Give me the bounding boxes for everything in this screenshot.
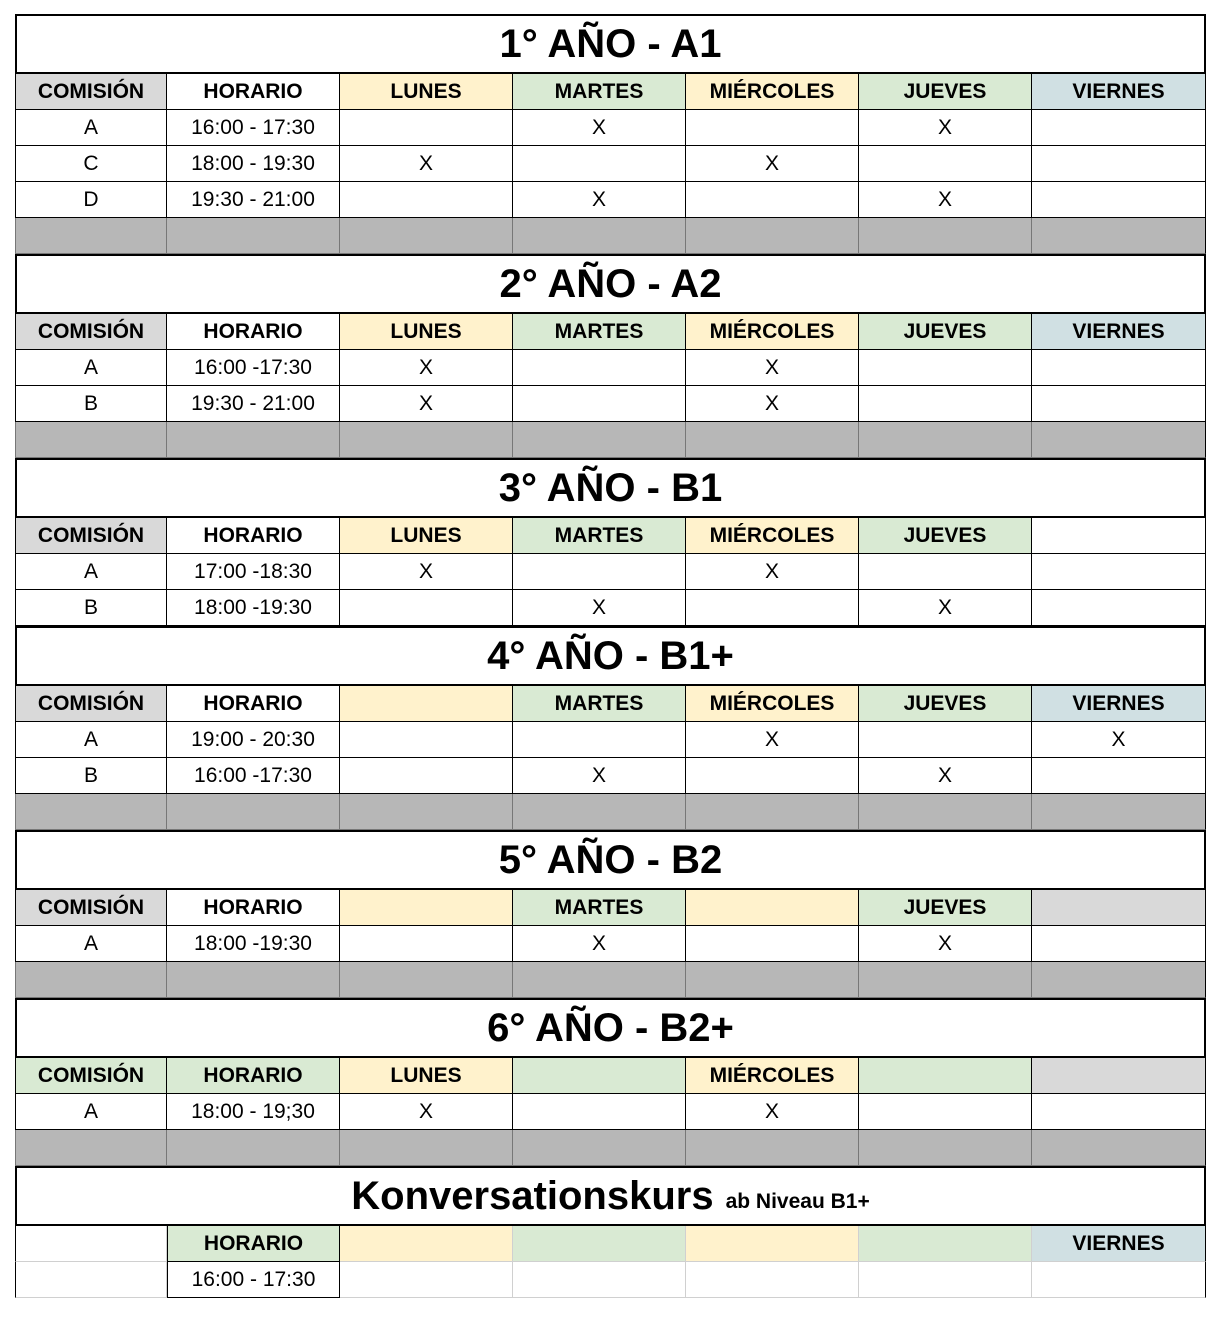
- header-lunes: LUNES: [340, 518, 513, 554]
- header-horario: HORARIO: [167, 686, 340, 722]
- cell-horario: 19:00 - 20:30: [167, 722, 340, 758]
- cell-martes: X: [513, 758, 686, 794]
- cell-jueves: [859, 722, 1032, 758]
- cell-comision: B: [15, 758, 167, 794]
- cell-viernes: [1032, 554, 1206, 590]
- cell-comision: A: [15, 554, 167, 590]
- cell-lunes: [340, 758, 513, 794]
- spacer-cell: [340, 794, 513, 830]
- header-viernes: [1032, 518, 1206, 554]
- header-miercoles: [686, 1226, 859, 1262]
- cell-horario: 18:00 -19:30: [167, 590, 340, 626]
- cell-miercoles: [686, 110, 859, 146]
- spacer-cell: [340, 962, 513, 998]
- table-row: [15, 590, 1206, 626]
- spacer-row: [15, 962, 1206, 998]
- schedule-section: [15, 830, 1206, 998]
- spacer-cell: [859, 218, 1032, 254]
- header-viernes: [1032, 1058, 1206, 1094]
- spacer-cell: [513, 422, 686, 458]
- section-title-text: 1° AÑO - A1: [499, 21, 722, 66]
- header-jueves: JUEVES: [859, 74, 1032, 110]
- header-jueves: JUEVES: [859, 314, 1032, 350]
- cell-jueves: [859, 386, 1032, 422]
- header-lunes: LUNES: [340, 74, 513, 110]
- spacer-row: [15, 218, 1206, 254]
- header-jueves: [859, 1058, 1032, 1094]
- header-martes: MARTES: [513, 74, 686, 110]
- cell-lunes: X: [340, 386, 513, 422]
- cell-viernes: [1032, 758, 1206, 794]
- table-row: [15, 722, 1206, 758]
- table-row: [15, 758, 1206, 794]
- header-horario: HORARIO: [167, 1058, 340, 1094]
- spacer-cell: [859, 422, 1032, 458]
- cell-lunes: X: [340, 554, 513, 590]
- cell-lunes: [340, 722, 513, 758]
- cell-jueves: X: [859, 590, 1032, 626]
- header-comision: COMISIÓN: [15, 686, 167, 722]
- header-horario: HORARIO: [167, 314, 340, 350]
- header-viernes: VIERNES: [1032, 686, 1206, 722]
- header-comision: COMISIÓN: [15, 1058, 167, 1094]
- cell-lunes: [340, 182, 513, 218]
- cell-martes: [513, 350, 686, 386]
- spacer-cell: [15, 794, 167, 830]
- spacer-cell: [859, 794, 1032, 830]
- cell-jueves: [859, 1262, 1032, 1298]
- section-title: [15, 254, 1206, 314]
- header-comision: COMISIÓN: [15, 314, 167, 350]
- section-title-text: Konversationskurs: [351, 1173, 714, 1218]
- header-miercoles: MIÉRCOLES: [686, 314, 859, 350]
- cell-comision: A: [15, 722, 167, 758]
- table-row: [15, 110, 1206, 146]
- spacer-cell: [686, 962, 859, 998]
- cell-horario: 16:00 - 17:30: [167, 110, 340, 146]
- cell-lunes: [340, 1262, 513, 1298]
- spacer-cell: [340, 422, 513, 458]
- header-lunes: [340, 1226, 513, 1262]
- spacer-row: [15, 1130, 1206, 1166]
- spacer-cell: [15, 218, 167, 254]
- header-martes: MARTES: [513, 890, 686, 926]
- cell-horario: 19:30 - 21:00: [167, 386, 340, 422]
- cell-jueves: X: [859, 110, 1032, 146]
- schedule-sheet: [15, 14, 1206, 1298]
- table-row: [15, 146, 1206, 182]
- cell-viernes: [1032, 1094, 1206, 1130]
- spacer-cell: [513, 794, 686, 830]
- cell-viernes: [1032, 926, 1206, 962]
- cell-horario: 19:30 - 21:00: [167, 182, 340, 218]
- header-miercoles: MIÉRCOLES: [686, 686, 859, 722]
- schedule-section: [15, 458, 1206, 626]
- section-title: [15, 626, 1206, 686]
- cell-comision: A: [15, 926, 167, 962]
- cell-jueves: [859, 554, 1032, 590]
- section-title-text: 6° AÑO - B2+: [487, 1005, 734, 1050]
- cell-martes: [513, 1262, 686, 1298]
- spacer-cell: [513, 218, 686, 254]
- cell-horario: 16:00 -17:30: [167, 758, 340, 794]
- cell-jueves: [859, 350, 1032, 386]
- header-lunes: [340, 686, 513, 722]
- cell-viernes: [1032, 110, 1206, 146]
- header-row: [15, 890, 1206, 926]
- header-martes: MARTES: [513, 314, 686, 350]
- header-viernes: VIERNES: [1032, 1226, 1206, 1262]
- spacer-cell: [1032, 422, 1206, 458]
- cell-jueves: X: [859, 926, 1032, 962]
- spacer-cell: [1032, 962, 1206, 998]
- header-viernes: VIERNES: [1032, 74, 1206, 110]
- header-miercoles: MIÉRCOLES: [686, 518, 859, 554]
- table-row: [15, 926, 1206, 962]
- schedule-section: [15, 626, 1206, 830]
- header-lunes: LUNES: [340, 314, 513, 350]
- header-jueves: JUEVES: [859, 518, 1032, 554]
- header-row: [15, 314, 1206, 350]
- section-title-text: 5° AÑO - B2: [498, 837, 723, 882]
- header-horario: HORARIO: [167, 518, 340, 554]
- header-row: [15, 74, 1206, 110]
- cell-martes: [513, 386, 686, 422]
- table-row: [15, 554, 1206, 590]
- cell-lunes: [340, 926, 513, 962]
- cell-jueves: [859, 146, 1032, 182]
- header-viernes: VIERNES: [1032, 314, 1206, 350]
- cell-miercoles: [686, 590, 859, 626]
- section-title: [15, 458, 1206, 518]
- cell-miercoles: X: [686, 722, 859, 758]
- schedule-section: [15, 14, 1206, 254]
- cell-horario: 18:00 - 19:30: [167, 146, 340, 182]
- spacer-cell: [167, 794, 340, 830]
- cell-horario: 16:00 - 17:30: [167, 1262, 340, 1298]
- spacer-cell: [167, 218, 340, 254]
- cell-lunes: [340, 590, 513, 626]
- spacer-cell: [167, 422, 340, 458]
- header-miercoles: [686, 890, 859, 926]
- header-jueves: JUEVES: [859, 890, 1032, 926]
- cell-comision: A: [15, 350, 167, 386]
- cell-viernes: [1032, 146, 1206, 182]
- header-horario: HORARIO: [167, 890, 340, 926]
- header-jueves: JUEVES: [859, 686, 1032, 722]
- cell-lunes: X: [340, 350, 513, 386]
- header-row: [15, 1226, 1206, 1262]
- spacer-cell: [513, 1130, 686, 1166]
- cell-horario: 18:00 -19:30: [167, 926, 340, 962]
- header-miercoles: MIÉRCOLES: [686, 74, 859, 110]
- spacer-cell: [686, 794, 859, 830]
- header-horario: HORARIO: [167, 1226, 340, 1262]
- cell-comision: B: [15, 590, 167, 626]
- schedule-section: [15, 998, 1206, 1166]
- spacer-row: [15, 422, 1206, 458]
- cell-miercoles: [686, 758, 859, 794]
- spacer-cell: [859, 1130, 1032, 1166]
- cell-martes: [513, 722, 686, 758]
- cell-miercoles: X: [686, 386, 859, 422]
- cell-viernes: [1032, 386, 1206, 422]
- spacer-cell: [15, 422, 167, 458]
- spacer-cell: [686, 218, 859, 254]
- table-row: [15, 182, 1206, 218]
- spacer-row: [15, 794, 1206, 830]
- spacer-cell: [15, 962, 167, 998]
- cell-viernes: [1032, 590, 1206, 626]
- header-martes: [513, 1226, 686, 1262]
- cell-miercoles: [686, 926, 859, 962]
- cell-jueves: [859, 1094, 1032, 1130]
- cell-viernes: [1032, 350, 1206, 386]
- header-miercoles: MIÉRCOLES: [686, 1058, 859, 1094]
- spacer-cell: [1032, 1130, 1206, 1166]
- spacer-cell: [340, 1130, 513, 1166]
- table-row: [15, 386, 1206, 422]
- cell-martes: [513, 1094, 686, 1130]
- schedule-section: [15, 254, 1206, 458]
- cell-miercoles: [686, 182, 859, 218]
- cell-comision: [15, 1262, 167, 1298]
- spacer-cell: [1032, 794, 1206, 830]
- section-title: [15, 14, 1206, 74]
- cell-miercoles: X: [686, 350, 859, 386]
- cell-viernes: [1032, 182, 1206, 218]
- cell-lunes: X: [340, 146, 513, 182]
- cell-martes: [513, 554, 686, 590]
- cell-lunes: X: [340, 1094, 513, 1130]
- section-title: [15, 1166, 1206, 1226]
- table-row: [15, 350, 1206, 386]
- spacer-cell: [686, 1130, 859, 1166]
- cell-comision: A: [15, 110, 167, 146]
- header-row: [15, 518, 1206, 554]
- cell-miercoles: X: [686, 554, 859, 590]
- spacer-cell: [15, 1130, 167, 1166]
- header-jueves: [859, 1226, 1032, 1262]
- spacer-cell: [340, 218, 513, 254]
- header-viernes: [1032, 890, 1206, 926]
- header-lunes: [340, 890, 513, 926]
- cell-jueves: X: [859, 758, 1032, 794]
- header-comision: COMISIÓN: [15, 518, 167, 554]
- cell-horario: 17:00 -18:30: [167, 554, 340, 590]
- cell-martes: X: [513, 590, 686, 626]
- header-row: [15, 686, 1206, 722]
- spacer-cell: [513, 962, 686, 998]
- header-martes: [513, 1058, 686, 1094]
- spacer-cell: [1032, 218, 1206, 254]
- cell-miercoles: X: [686, 146, 859, 182]
- header-martes: MARTES: [513, 518, 686, 554]
- header-lunes: LUNES: [340, 1058, 513, 1094]
- cell-comision: C: [15, 146, 167, 182]
- cell-martes: X: [513, 926, 686, 962]
- section-title: [15, 998, 1206, 1058]
- cell-viernes: [1032, 1262, 1206, 1298]
- header-comision: COMISIÓN: [15, 890, 167, 926]
- schedule-section: [15, 1166, 1206, 1298]
- cell-miercoles: [686, 1262, 859, 1298]
- section-title-text: 4° AÑO - B1+: [487, 633, 734, 678]
- spacer-cell: [859, 962, 1032, 998]
- section-title-text: 3° AÑO - B1: [498, 465, 723, 510]
- cell-lunes: [340, 110, 513, 146]
- cell-comision: A: [15, 1094, 167, 1130]
- table-row: [15, 1262, 1206, 1298]
- section-title-text: 2° AÑO - A2: [499, 261, 722, 306]
- header-martes: MARTES: [513, 686, 686, 722]
- section-title: [15, 830, 1206, 890]
- header-horario: HORARIO: [167, 74, 340, 110]
- cell-miercoles: X: [686, 1094, 859, 1130]
- cell-horario: 18:00 - 19;30: [167, 1094, 340, 1130]
- section-subtitle: ab Niveau B1+: [725, 1190, 870, 1213]
- cell-jueves: X: [859, 182, 1032, 218]
- cell-viernes: X: [1032, 722, 1206, 758]
- spacer-cell: [686, 422, 859, 458]
- cell-comision: D: [15, 182, 167, 218]
- cell-martes: X: [513, 182, 686, 218]
- cell-horario: 16:00 -17:30: [167, 350, 340, 386]
- header-comision: [15, 1226, 167, 1262]
- spacer-cell: [167, 1130, 340, 1166]
- header-row: [15, 1058, 1206, 1094]
- cell-comision: B: [15, 386, 167, 422]
- spacer-cell: [167, 962, 340, 998]
- header-comision: COMISIÓN: [15, 74, 167, 110]
- cell-martes: X: [513, 110, 686, 146]
- cell-martes: [513, 146, 686, 182]
- table-row: [15, 1094, 1206, 1130]
